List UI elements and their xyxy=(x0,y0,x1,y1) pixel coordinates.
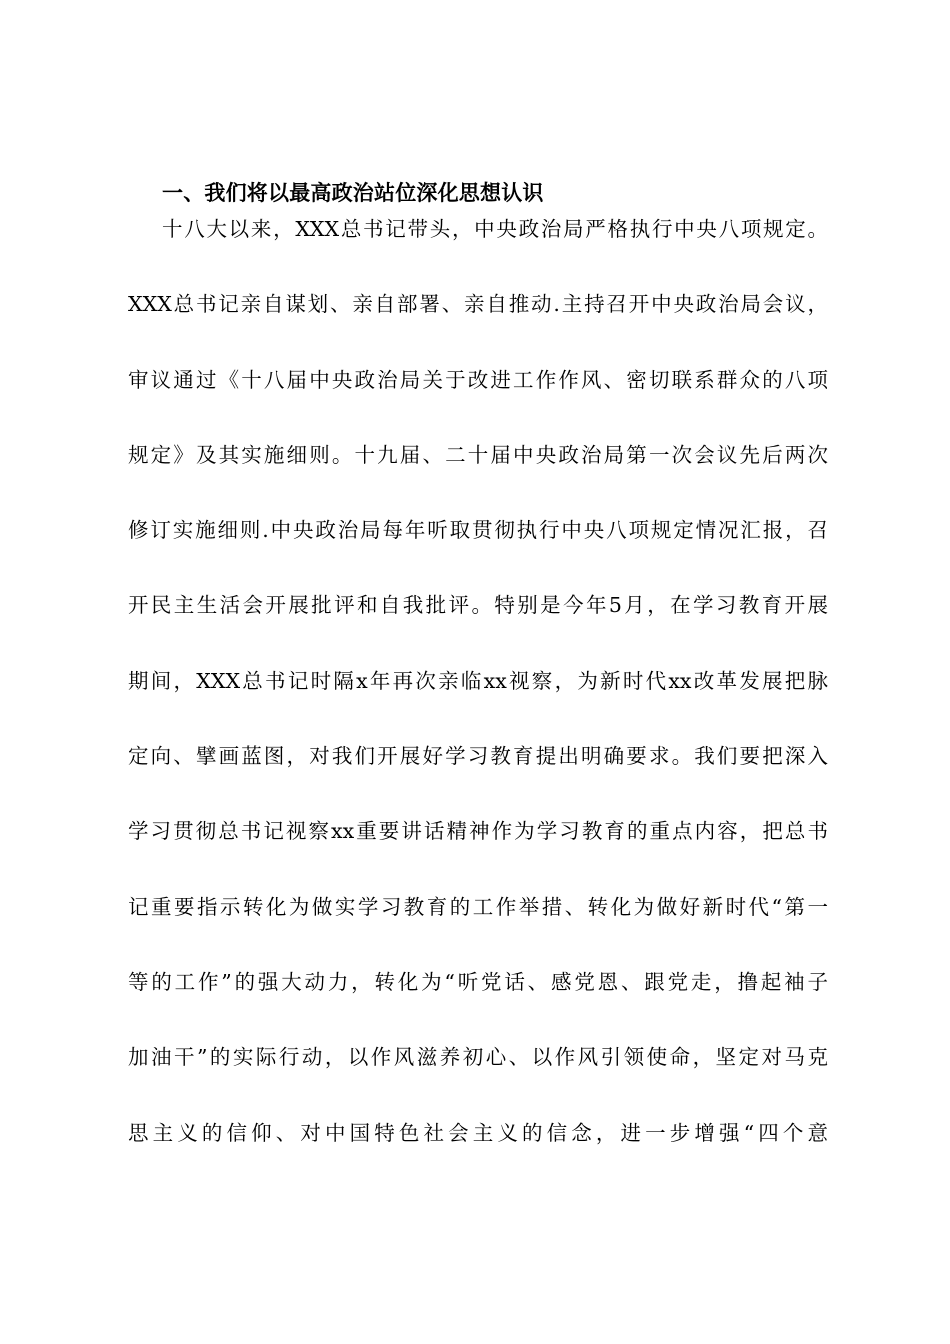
paragraph-line: 审议通过《十八届中央政治局关于改进工作作风、密切联系群众的八项 xyxy=(128,367,828,392)
paragraph-line: 加油干”的实际行动，以作风滋养初心、以作风引领使命，坚定对马克 xyxy=(128,1045,828,1070)
paragraph-line: 十八大以来，XXX总书记带头，中央政治局严格执行中央八项规定。 xyxy=(162,217,828,241)
paragraph-line: 学习贯彻总书记视察xx重要讲话精神作为学习教育的重点内容，把总书 xyxy=(128,819,828,844)
paragraph-line: 等的工作”的强大动力，转化为“听党话、感党恩、跟党走，撸起袖子 xyxy=(128,969,828,994)
paragraph-line: XXX总书记亲自谋划、亲自部署、亲自推动.主持召开中央政治局会议， xyxy=(128,292,828,317)
paragraph-line: 修订实施细则.中央政治局每年听取贯彻执行中央八项规定情况汇报，召 xyxy=(128,518,828,543)
paragraph-line: 期间，XXX总书记时隔x年再次亲临xx视察，为新时代xx改革发展把脉 xyxy=(128,668,828,693)
section-heading: 一、我们将以最高政治站位深化思想认识 xyxy=(162,181,544,205)
body-paragraph xyxy=(128,212,828,1191)
paragraph-line: 思主义的信仰、对中国特色社会主义的信念，进一步增强“四个意 xyxy=(128,1120,828,1145)
paragraph-line: 开民主生活会开展批评和自我批评。特别是今年5月，在学习教育开展 xyxy=(128,593,828,618)
paragraph-line: 规定》及其实施细则。十九届、二十届中央政治局第一次会议先后两次 xyxy=(128,442,828,467)
paragraph-line: 记重要指示转化为做实学习教育的工作举措、转化为做好新时代“第一 xyxy=(128,894,828,919)
paragraph-line: 定向、擘画蓝图，对我们开展好学习教育提出明确要求。我们要把深入 xyxy=(128,744,828,769)
